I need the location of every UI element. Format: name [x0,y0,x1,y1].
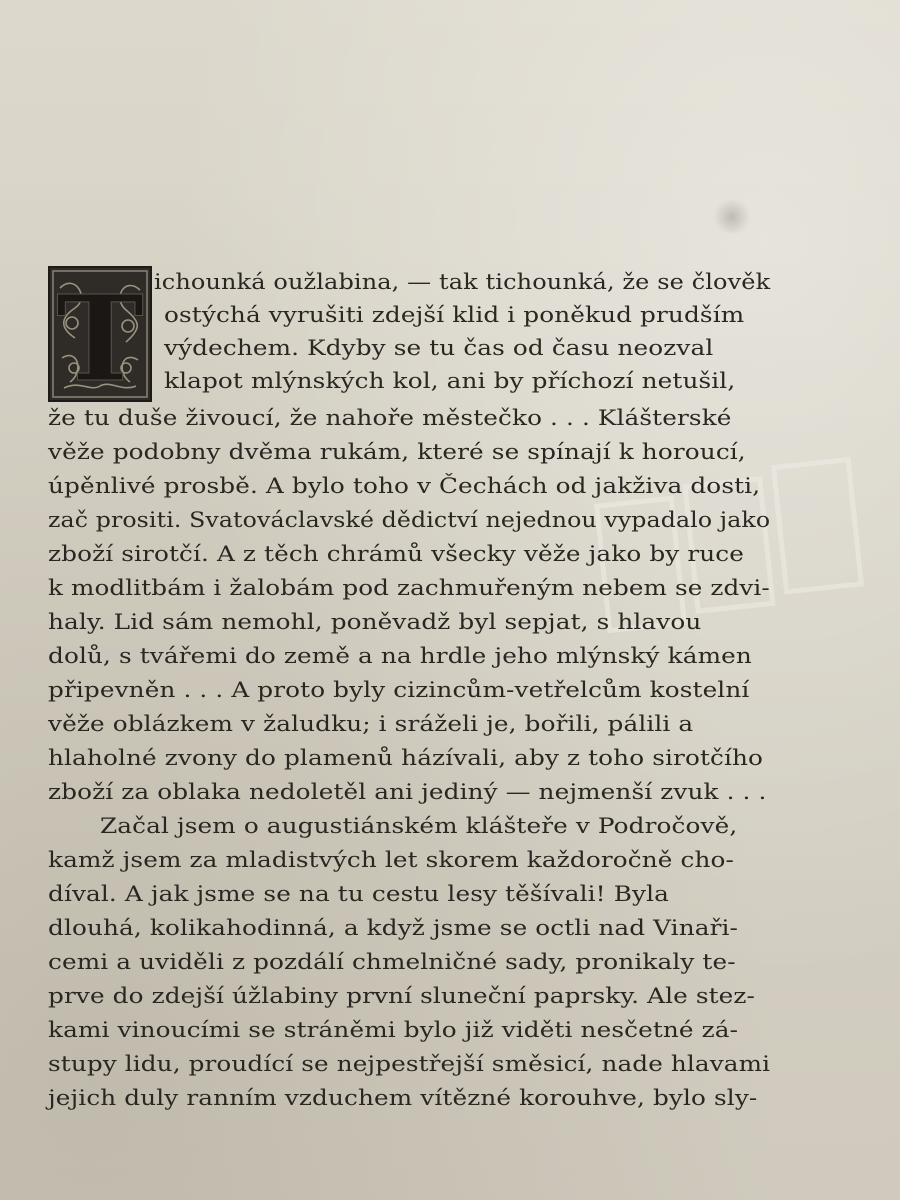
text-line: cemi a uviděli z pozdálí chmelničné sady, pronikaly te- [48,950,736,975]
text-line: zboží sirotčí. A z těch chrámů všecky věže jako by ruce [48,542,745,567]
text-line: stupy lidu, proudící se nejpestřejší směsicí, nade hlavami [48,1052,771,1077]
text-line: díval. A jak jsme se na tu cestu lesy těšívali! Byla [48,882,669,907]
ornament-icon [50,268,150,400]
decorative-initial [48,266,152,402]
text-line: prve do zdejší úžlabiny první sluneční paprsky. Ale stez- [48,984,756,1009]
text-line: hlaholné zvony do plamenů házívali, aby z toho sirotčího [48,746,764,771]
text-line: ichounká oužlabina, — tak tichounká, že se člověk [154,270,771,295]
text-line: dolů, s tvářemi do země a na hrdle jeho mlýnský kámen [48,644,752,669]
text-line: úpěnlivé prosbě. A bylo toho v Čechách od jakživa dosti, [48,474,761,499]
text-line: věže oblázkem v žaludku; i sráželi je, bořili, pálili a [48,712,694,737]
text-line: k modlitbám i žalobám pod zachmuřeným nebem se zdvi- [48,576,770,601]
text-line: haly. Lid sám nemohl, poněvadž byl sepjat, s hlavou [48,610,702,635]
text-line: Začal jsem o augustiánském klášteře v Področově, [100,814,738,839]
text-line: zboží za oblaka nedoletěl ani jediný — nejmenší zvuk . . . [48,780,767,805]
text-line: jejich duly ranním vzduchem vítězné korouhve, bylo sly- [48,1086,758,1111]
text-line: připevněn . . . A proto byly cizincům-vetřelcům kostelní [48,678,750,703]
paper-stain [712,200,752,234]
text-line: věže podobny dvěma rukám, které se spínají k horoucí, [48,440,746,465]
text-line: ostýchá vyrušiti zdejší klid i poněkud prudším [164,303,745,328]
text-line: že tu duše živoucí, že nahoře městečko . . . Klášterské [48,406,732,431]
text-line: klapot mlýnských kol, ani by příchozí netušil, [164,369,736,394]
text-line: kami vinoucími se stráněmi bylo již viděti nesčetné zá- [48,1018,739,1043]
dropcap-letter: T [56,269,144,400]
text-line: kamž jsem za mladistvých let skorem každoročně cho- [48,848,734,873]
text-line: výdechem. Kdyby se tu čas od času neozval [164,336,714,361]
text-line: dlouhá, kolikahodinná, a když jsme se octli nad Vinaři- [48,916,739,941]
text-line: zač prositi. Svatováclavské dědictví nejednou vypadalo jako [48,508,771,533]
